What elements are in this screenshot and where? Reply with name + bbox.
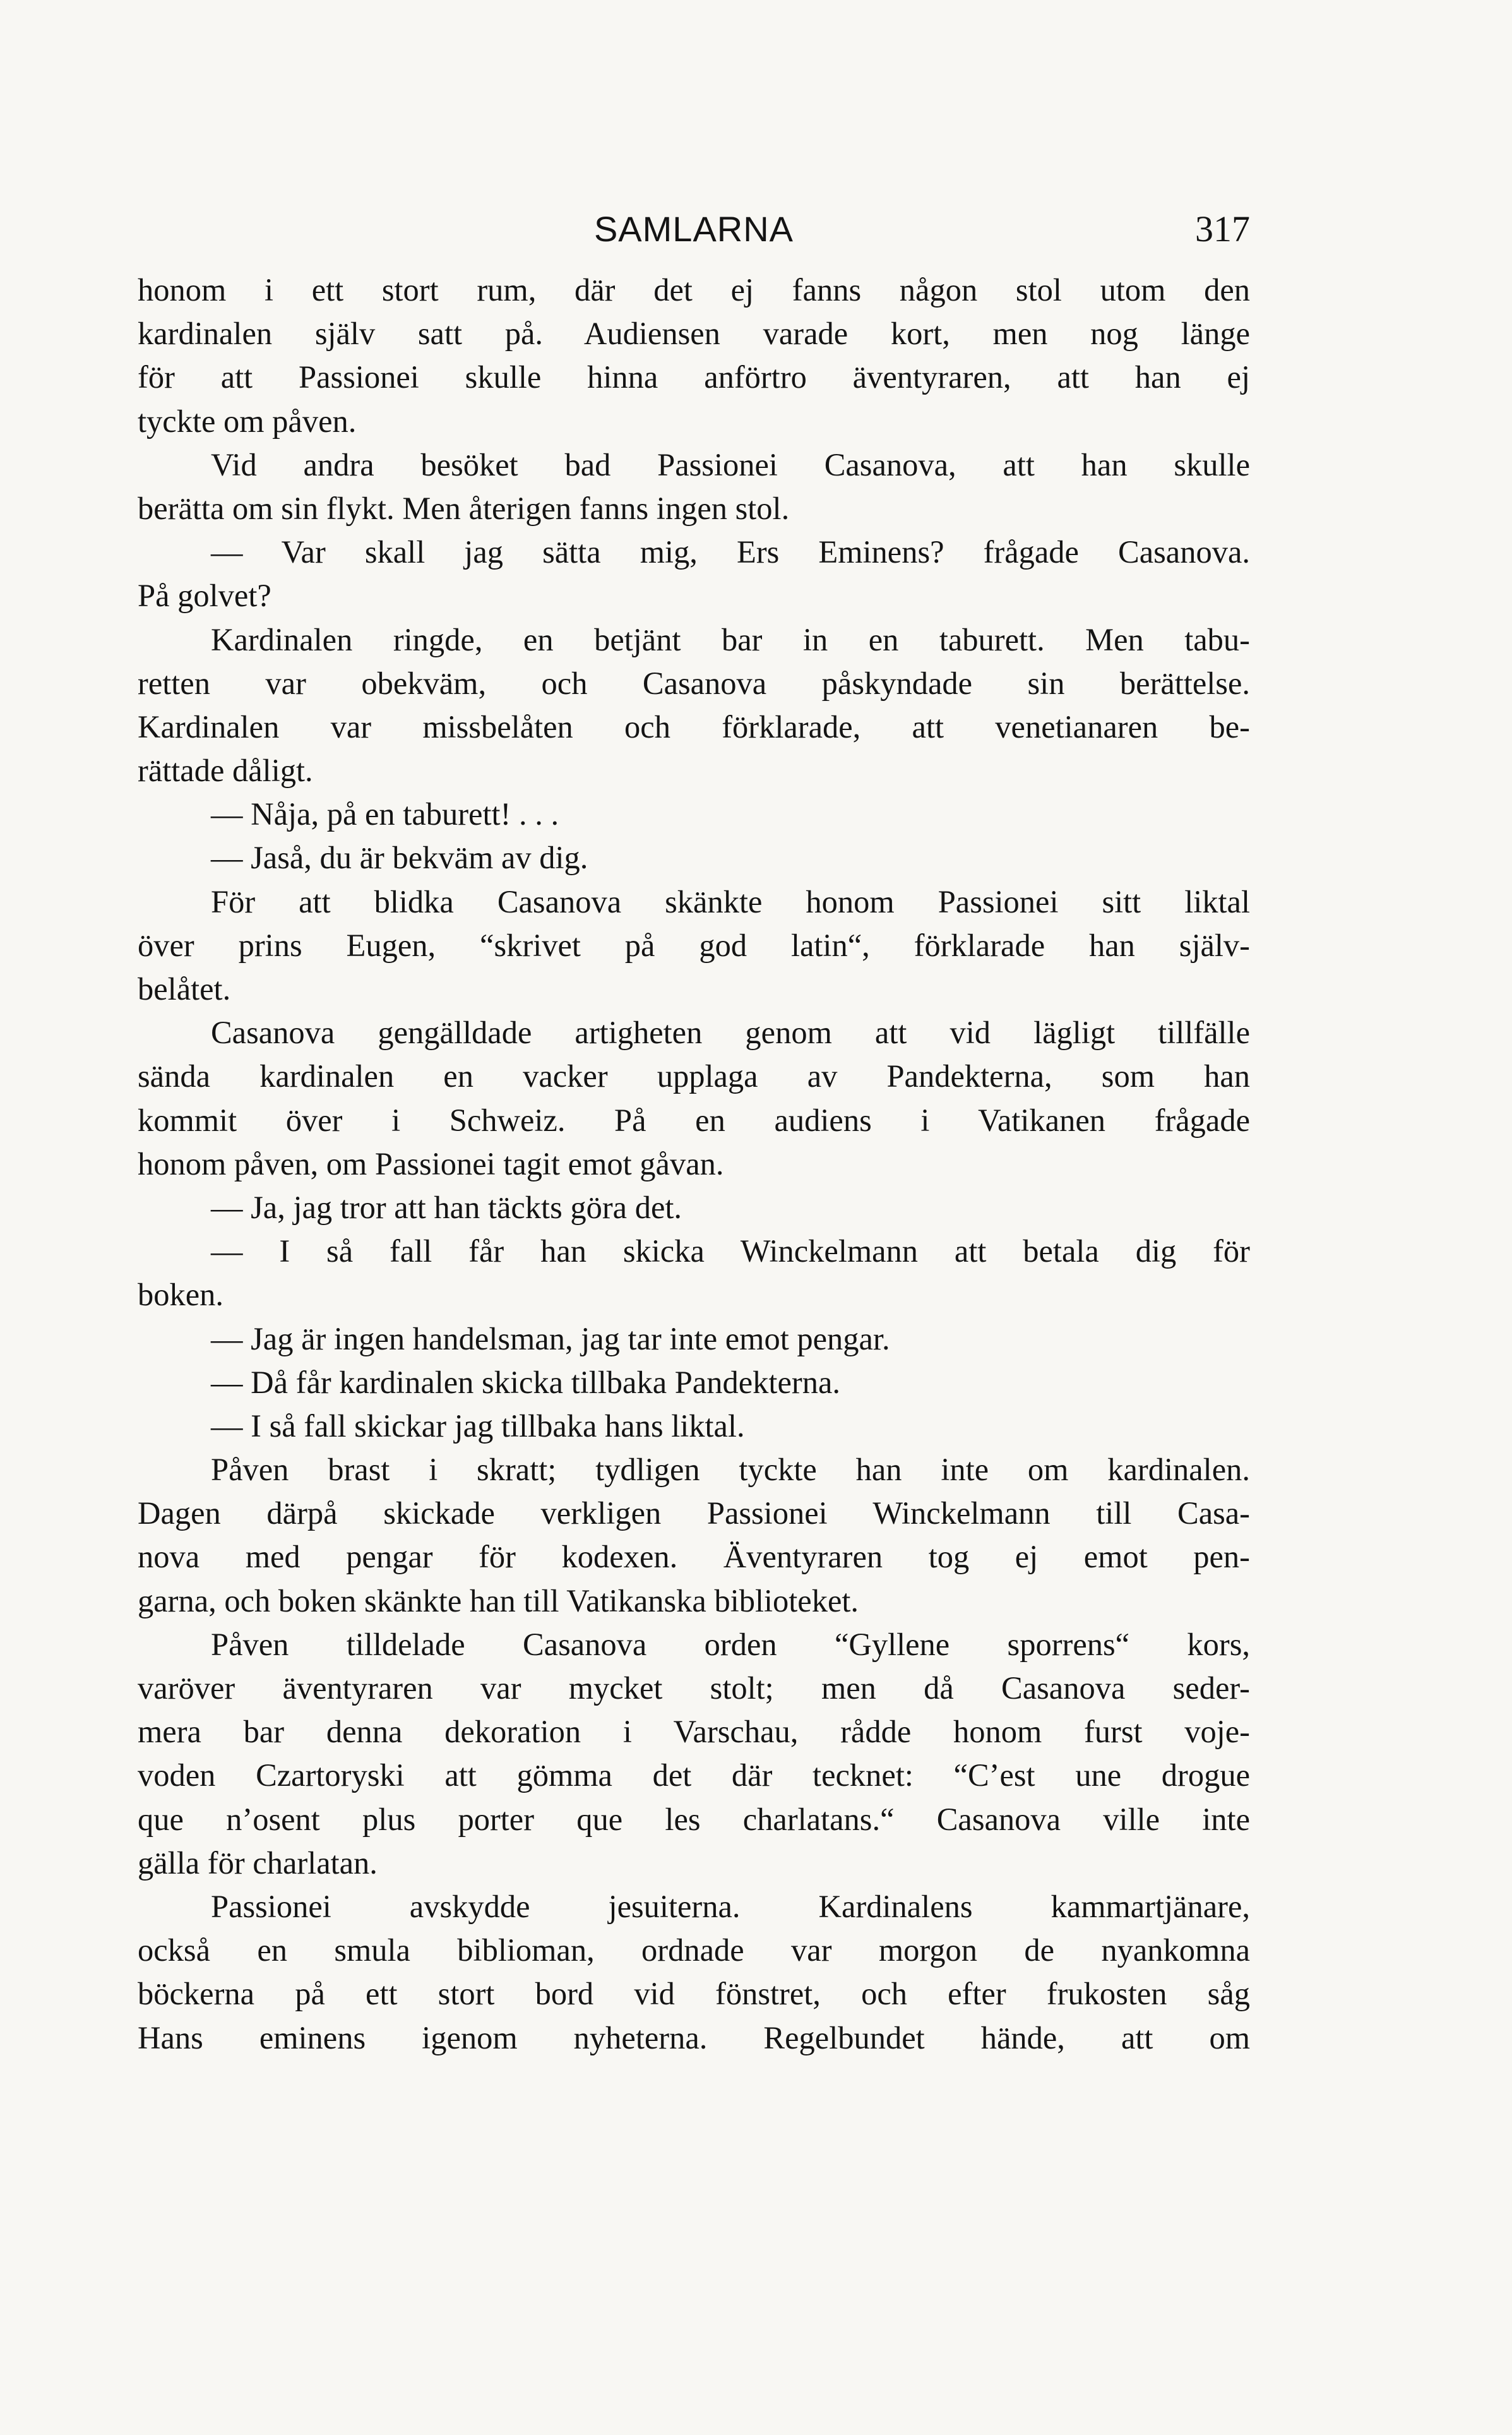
text-line: — Jaså, du är bekväm av dig. — [211, 840, 588, 876]
text-line: Påven brast i skratt; tydligen tyckte han inte om kardinalen. — [211, 1452, 1250, 1488]
text-line: böckerna på ett stort bord vid fönstret, och efter frukosten såg — [138, 1976, 1250, 2012]
text-line: På golvet? — [138, 578, 271, 614]
text-line: belåtet. — [138, 971, 231, 1007]
text-line: varöver äventyraren var mycket stolt; men då Casanova seder- — [138, 1670, 1250, 1706]
text-line: Casanova gengälldade artigheten genom att vid lägligt tillfälle — [211, 1015, 1250, 1051]
text-line: honom i ett stort rum, där det ej fanns någon stol utom den — [138, 272, 1250, 308]
page-header — [138, 201, 1250, 258]
text-line: — Jag är ingen handelsman, jag tar inte emot pengar. — [211, 1320, 890, 1356]
text-line: gälla för charlatan. — [138, 1845, 378, 1881]
text-line: honom påven, om Passionei tagit emot gåvan. — [138, 1146, 724, 1182]
text-line: Kardinalen ringde, en betjänt bar in en taburett. Men tabu- — [211, 621, 1250, 657]
text-line: Dagen därpå skickade verkligen Passionei Winckelmann till Casa- — [138, 1495, 1250, 1531]
body-text — [138, 268, 1250, 2060]
text-line: boken. — [138, 1277, 224, 1313]
text-line: que n’osent plus porter que les charlatans.“ Casanova ville inte — [138, 1801, 1250, 1837]
text-line: — Nåja, på en taburett! . . . — [211, 796, 559, 832]
text-line: Hans eminens igenom nyheterna. Regelbundet hände, att om — [138, 2019, 1250, 2055]
text-line: mera bar denna dekoration i Varschau, rådde honom furst voje- — [138, 1714, 1250, 1750]
text-line: Vid andra besöket bad Passionei Casanova, att han skulle — [211, 446, 1250, 482]
text-line: Kardinalen var missbelåten och förklarade, att venetianaren be- — [138, 709, 1250, 745]
text-line: Passionei avskydde jesuiterna. Kardinalens kammartjänare, — [211, 1888, 1250, 1924]
text-line: — Ja, jag tror att han täckts göra det. — [211, 1189, 682, 1225]
text-line: — I så fall skickar jag tillbaka hans liktal. — [211, 1408, 745, 1444]
text-line: också en smula biblioman, ordnade var morgon de nyankomna — [138, 1932, 1250, 1968]
text-line: för att Passionei skulle hinna anförtro äventyraren, att han ej — [138, 359, 1250, 395]
text-line: berätta om sin flykt. Men återigen fanns ingen stol. — [138, 490, 790, 526]
text-line: över prins Eugen, “skrivet på god latin“, förklarade han själv- — [138, 927, 1250, 963]
text-line: — Var skall jag sätta mig, Ers Eminens? frågade Casanova. — [211, 534, 1250, 570]
text-line: För att blidka Casanova skänkte honom Passionei sitt liktal — [211, 883, 1250, 919]
text-line: kommit över i Schweiz. På en audiens i Vatikanen frågade — [138, 1102, 1250, 1138]
text-line: rättade dåligt. — [138, 753, 313, 789]
text-line: — I så fall får han skicka Winckelmann att betala dig för — [211, 1233, 1250, 1269]
text-line: — Då får kardinalen skicka tillbaka Pandekterna. — [211, 1364, 840, 1400]
text-line: tyckte om påven. — [138, 403, 357, 439]
text-line: kardinalen själv satt på. Audiensen varade kort, men nog länge — [138, 316, 1250, 352]
text-line: Påven tilldelade Casanova orden “Gyllene sporrens“ kors, — [211, 1626, 1250, 1662]
text-line: voden Czartoryski att gömma det där tecknet: “C’est une drogue — [138, 1757, 1250, 1793]
text-line: retten var obekväm, och Casanova påskyndade sin berättelse. — [138, 665, 1250, 701]
running-title: SAMLARNA — [593, 209, 794, 249]
text-line: sända kardinalen en vacker upplaga av Pandekterna, som han — [138, 1058, 1250, 1094]
text-line: nova med pengar för kodexen. Äventyraren tog ej emot pen- — [138, 1539, 1250, 1575]
text-line: garna, och boken skänkte han till Vatikanska biblioteket. — [138, 1582, 859, 1618]
page-number: 317 — [1195, 208, 1250, 249]
